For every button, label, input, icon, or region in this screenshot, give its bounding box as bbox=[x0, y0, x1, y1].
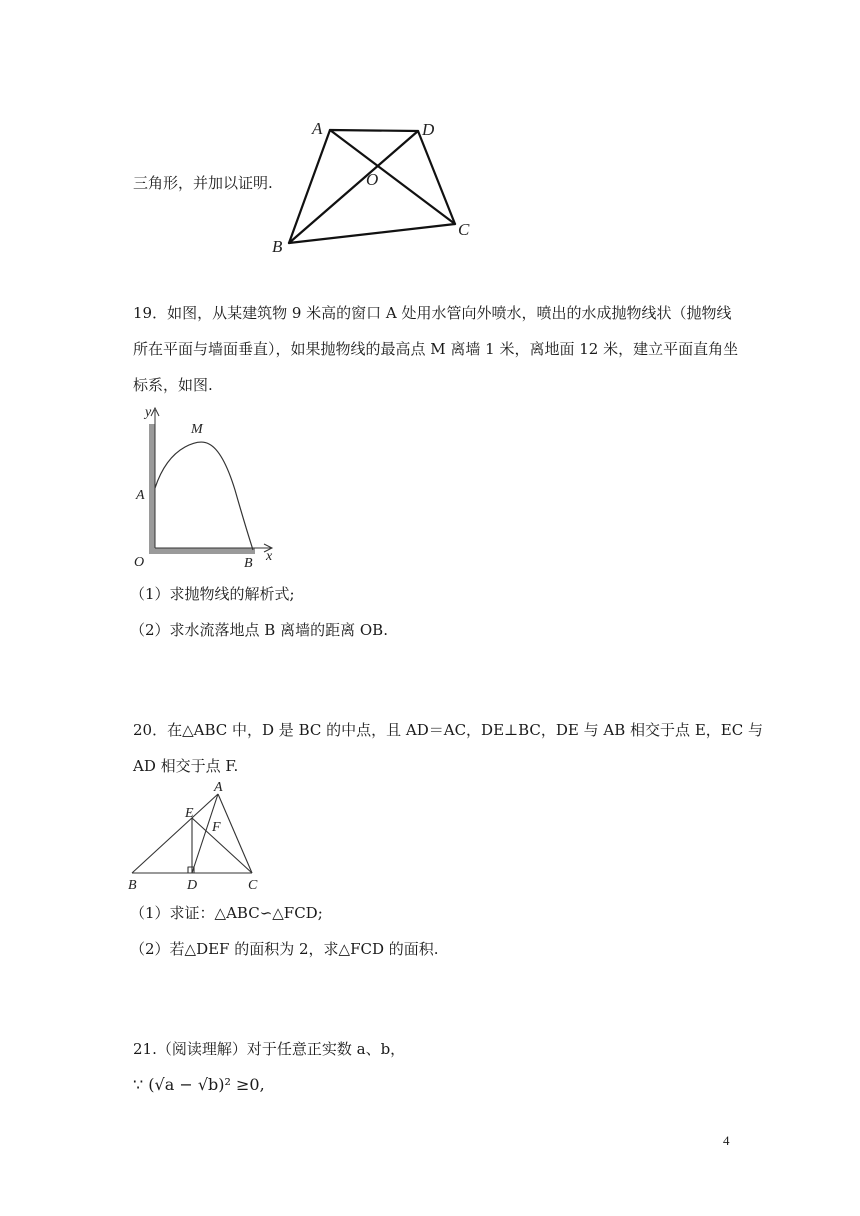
q20-label-e: E bbox=[185, 806, 194, 821]
q19-parabola-figure bbox=[125, 400, 290, 572]
q19-label-b: B bbox=[244, 556, 253, 571]
q20-side-ac bbox=[218, 794, 252, 873]
q20-label-a: A bbox=[214, 780, 223, 795]
q20-line-1: 20．在△ABC 中，D 是 BC 的中点，且 AD＝AC，DE⊥BC，DE 与 AB 相交于点 E，EC 与 bbox=[133, 721, 763, 739]
q20-label-d: D bbox=[187, 878, 198, 893]
q20-label-b: B bbox=[128, 878, 137, 893]
q20-sub-question-2: （2）若△DEF 的面积为 2，求△FCD 的面积. bbox=[130, 940, 439, 958]
q19-sub-question-2: （2）求水流落地点 B 离墙的距离 OB. bbox=[130, 621, 388, 639]
q20-triangle-figure bbox=[122, 778, 272, 894]
q20-label-f: F bbox=[212, 820, 221, 835]
q18-tail-text: 三角形，并加以证明. bbox=[133, 174, 273, 192]
q18-quadrilateral-figure bbox=[262, 110, 492, 260]
q18-label-a: A bbox=[312, 119, 323, 138]
q18-label-c: C bbox=[458, 220, 470, 239]
q19-label-a: A bbox=[136, 488, 145, 503]
q19-label-o: O bbox=[134, 555, 145, 570]
q20-label-c: C bbox=[248, 878, 258, 893]
q18-label-d: D bbox=[422, 120, 435, 139]
q19-label-x: x bbox=[266, 549, 273, 564]
q21-line-1: 21.（阅读理解）对于任意正实数 a、b， bbox=[133, 1040, 406, 1058]
q19-line-3: 标系，如图. bbox=[133, 376, 213, 394]
q19-line-1: 19．如图，从某建筑物 9 米高的窗口 A 处用水管向外喷水，喷出的水成抛物线状（抛物线 bbox=[133, 304, 732, 322]
q18-label-o: O bbox=[366, 170, 379, 189]
q19-parabola-curve bbox=[155, 442, 253, 550]
q19-sub-question-1: （1）求抛物线的解析式; bbox=[130, 585, 295, 603]
q19-line-2: 所在平面与墙面垂直），如果抛物线的最高点 M 离墙 1 米，离地面 12 米，建立平面直角坐 bbox=[133, 340, 739, 358]
q19-label-m: M bbox=[191, 422, 203, 437]
page-number: 4 bbox=[723, 1133, 730, 1148]
q18-label-b: B bbox=[272, 237, 283, 256]
q20-line-2: AD 相交于点 F. bbox=[133, 757, 239, 775]
q20-sub-question-1: （1）求证：△ABC∽△FCD; bbox=[130, 904, 323, 922]
q19-ground bbox=[149, 548, 255, 554]
q21-line-2: ∵ (√a − √b)² ≥0, bbox=[133, 1075, 265, 1094]
q19-label-y: y bbox=[145, 405, 152, 420]
q19-wall bbox=[149, 424, 155, 554]
